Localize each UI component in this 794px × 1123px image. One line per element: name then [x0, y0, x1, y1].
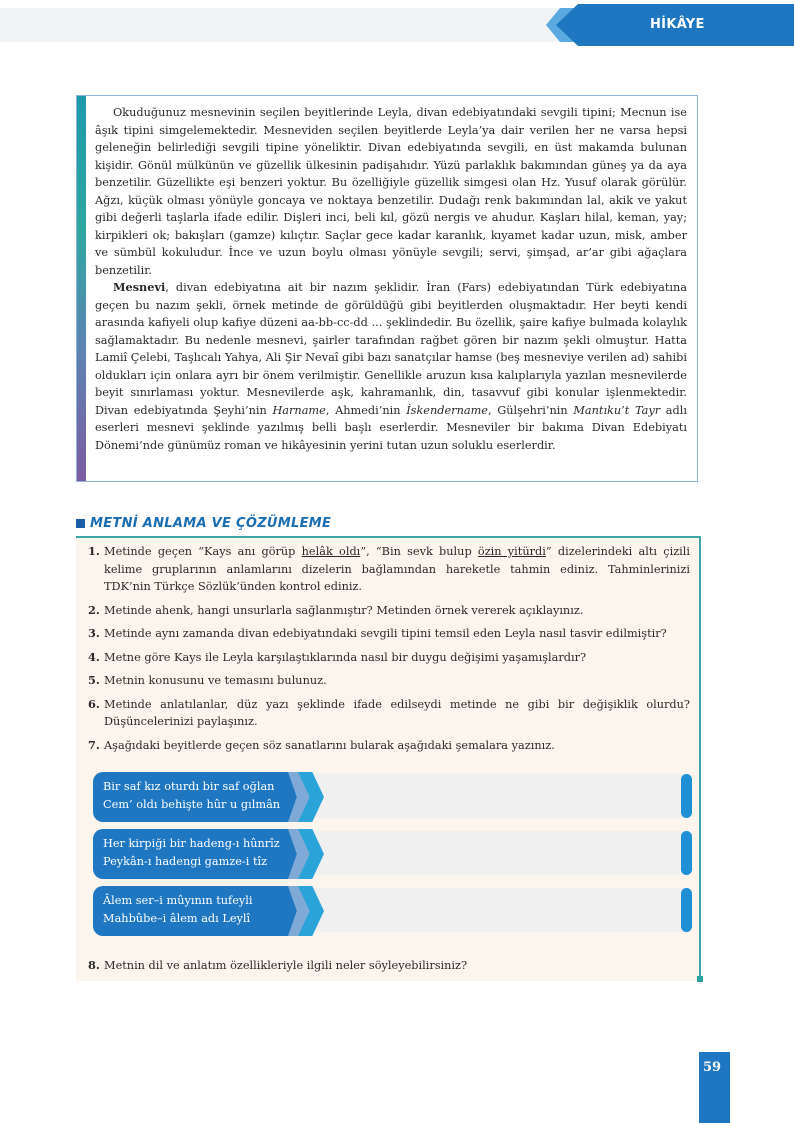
info-p2-text-b: , Ahmedi’nin — [325, 403, 407, 417]
question-text: ”, “Bin sevk bulup — [360, 545, 478, 558]
header-bar — [0, 8, 560, 42]
question-text: Metinde ahenk, hangi unsurlarla sağlanmıştır? Metinden örnek vererek açıklayınız. — [104, 603, 584, 617]
section-tab-label: HİKÂYE — [650, 17, 705, 32]
scheme-answer-field[interactable] — [293, 774, 689, 818]
question-6 — [88, 696, 690, 731]
question-number: 7. — [88, 737, 100, 752]
info-text — [95, 104, 687, 454]
underlined-phrase: özin yitürdi — [477, 545, 546, 558]
page-number: 59 — [703, 1060, 722, 1075]
question-2 — [88, 602, 690, 620]
question-list-continued — [88, 957, 690, 981]
question-text: Metinde geçen “Kays anı görüp — [104, 545, 302, 558]
question-text: Metne göre Kays ile Leyla karşılaştıklarında nasıl bir duygu değişimi yaşamışlardır? — [104, 650, 587, 664]
couplet-line: Âlem ser–i mûyının tufeyli — [103, 894, 253, 907]
question-number: 4. — [88, 649, 100, 664]
info-p2-text-a: , divan edebiyatına ait bir nazım şeklidir. İran (Fars) edebiyatından Türk edebiyatına geçen bu nazım şekli, örnek metinde de görüldüğü gibi beyitlerden oluşmaktadır. Her beyti kendi arasında kafiyeli olup kafiye düzeni aa-bb-cc-dd ... şeklindedir. Bu özellik, şaire kafiye bulmada kolaylık sağlamaktadır. Bu nedenle mesnevi, şairler tarafından rağbet gören bir nazım şekli olmuştur. Hatta Lamiî Çelebi, Taşlıcalı Yahya, Ali Şir Nevaî gibi bazı sanatçılar hamse (beş mesneviye verilen ad) sahibi oldukları için onlara ayrı bir önem verilmiştir. Genellikle aruzun kısa kalıplarıyla yazılan mesnevilerde beyit sınırlaması yoktur. Mesnevilerde aşk, kahramanlık, din, tasavvuf gibi konular işlenmektedir. Divan edebiyatında Şeyhi’nin — [95, 281, 687, 417]
question-text: Metnin konusunu ve temasını bulunuz. — [104, 674, 327, 687]
term-mesnevi: Mesnevi — [113, 280, 166, 294]
question-4 — [88, 649, 690, 667]
question-number: 3. — [88, 626, 100, 640]
scheme-answer-field[interactable] — [293, 831, 689, 875]
scheme-row-3 — [93, 886, 694, 936]
info-box-stripe — [77, 96, 86, 481]
scheme-couplet — [93, 829, 298, 879]
question-7 — [88, 737, 690, 755]
question-number: 2. — [88, 602, 100, 617]
question-8 — [88, 957, 690, 975]
question-text: Metnin dil ve anlatım özellikleriyle ilgili neler söyleyebilirsiniz? — [104, 959, 468, 972]
question-number: 6. — [88, 696, 100, 711]
scheme-couplet — [93, 886, 298, 936]
scheme-cap — [681, 831, 692, 875]
section-bullet-icon — [76, 519, 85, 528]
work-iskendername: İskendername — [406, 403, 488, 417]
scheme-row-1 — [93, 772, 694, 822]
question-number: 5. — [88, 673, 100, 687]
couplet-line: Bir saf kız oturdı bir saf oğlan — [103, 780, 275, 793]
question-number: 1. — [88, 544, 100, 558]
question-text: Metinde aynı zamanda divan edebiyatındaki sevgili tipini temsil eden Leyla nasıl tasvir edilmiştir? — [104, 627, 667, 640]
couplet-line: Mahbûbe–i âlem adı Leylî — [103, 912, 251, 925]
question-list — [88, 543, 690, 760]
questions-box-corner — [697, 976, 703, 982]
couplet-line: Her kirpiği bir hadeng-ı hûnrîz — [103, 837, 280, 850]
question-1 — [88, 543, 690, 596]
work-harname: Harname — [272, 403, 326, 417]
scheme-row-2 — [93, 829, 694, 879]
question-text: Metinde anlatılanlar, düz yazı şeklinde ifade edilseydi metinde ne gibi bir değişiklik olurdu? Düşüncelerinizi paylaşınız. — [104, 697, 690, 728]
underlined-phrase: helâk oldı — [301, 545, 361, 558]
info-p2-text-d: adlı eserleri mesnevi şeklinde yazılmış belli başlı eserlerdir. Mesneviler bir bakıma Divan Edebiyatı Dönemi’nde günümüz roman ve hikâyesinin yerini tutan uzun soluklu eserlerdir. — [95, 403, 687, 452]
info-box — [76, 95, 698, 482]
couplet-line: Peykân-ı hadengi gamze-i tîz — [103, 855, 268, 868]
info-p2-text-c: , Gülşehri’nin — [487, 403, 574, 417]
scheme-answer-field[interactable] — [293, 888, 689, 932]
question-3 — [88, 625, 690, 643]
question-number: 8. — [88, 958, 100, 972]
scheme-cap — [681, 888, 692, 932]
scheme-cap — [681, 774, 692, 818]
work-mantikut-tayr: Mantıku’t Tayr — [573, 403, 661, 417]
question-text: ” dizelerindeki altı çizili kelime gruplarının anlamlarını dizelerin bağlamından hareketle tahmin ediniz. Tahminlerinizi TDK’nin Türkçe Sözlük’ünden kontrol ediniz. — [104, 545, 690, 593]
section-title: METNİ ANLAMA VE ÇÖZÜMLEME — [90, 516, 332, 531]
info-paragraph-2 — [95, 279, 687, 454]
question-5 — [88, 672, 690, 690]
couplet-line: Cem’ oldı behişte hûr u gılmân — [103, 798, 281, 811]
scheme-couplet — [93, 772, 298, 822]
question-text: Aşağıdaki beyitlerde geçen söz sanatlarını bularak aşağıdaki şemalara yazınız. — [104, 738, 555, 752]
info-paragraph-1: Okuduğunuz mesnevinin seçilen beyitlerinde Leyla, divan edebiyatındaki sevgili tipini; Mecnun ise âşık tipini simgelemektedir. Mesneviden seçilen beyitlerde Leyla’ya dair verilen her ne varsa hepsi geleneğin belirlediği sevgili tipine yöneliktir. Divan edebiyatında sevgili, en üst makamda bulunan kişidir. Gönül mülkünün ve güzellik ülkesinin padişahıdır. Yüzü parlaklık bakımından güneş ya da aya benzetilir. Güzellikte eşi benzeri yoktur. Bu özelliğiyle güzellik simgesi olan Hz. Yusuf olarak görülür. Ağzı, küçük olması yönüyle goncaya ve noktaya benzetilir. Dudağı renk bakımından lal, akik ve yakut gibi değerli taşlarla ifade edilir. Dişleri inci, beli kıl, gözü nergis ve ahudur. Kaşları hilal, keman, yay; kirpikleri ok; bakışları (gamze) kılıçtır. Saçlar gece kadar karanlık, kıyamet kadar uzun, misk, amber ve sümbül kokuludur. İnce ve uzun boylu olması yönüyle sevgili; servi, şimşad, ar’ar gibi ağaçlara benzetilir. — [95, 106, 687, 277]
